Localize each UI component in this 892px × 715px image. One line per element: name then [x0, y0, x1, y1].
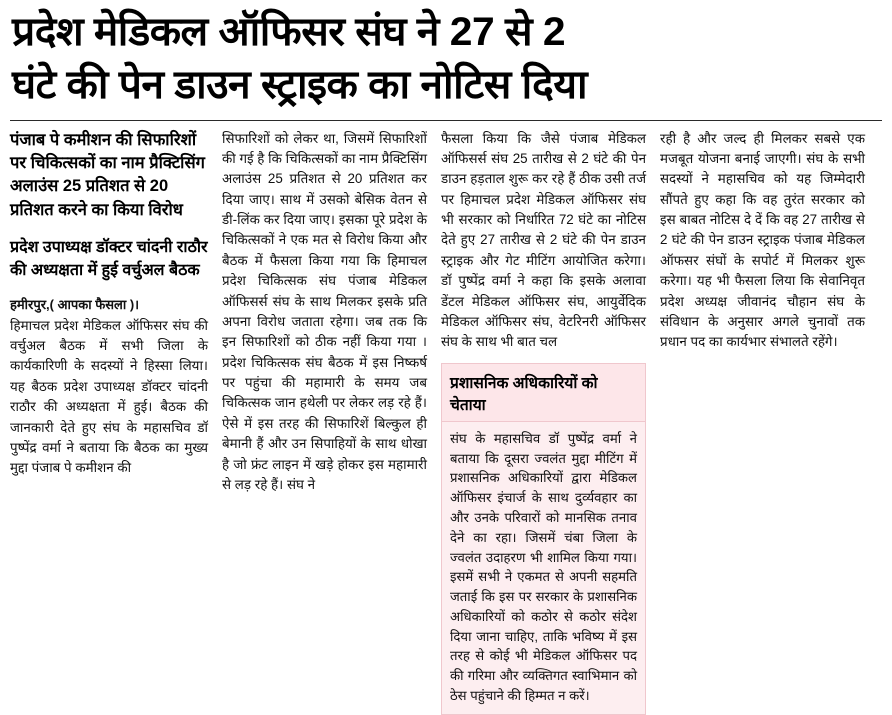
paragraph: रही है और जल्द ही मिलकर सबसे एक मजबूत योजना बनाई जाएगी। संघ के सभी सदस्यों ने महासचिव को यह जिम्मेदारी सौंपते हुए कहा कि वह तुरंत सरकार को इस बाबत नोटिस दे दें कि वह 27 तारीख से 2 घंटे की पेन डाउन स्ट्राइक पंजाब मेडिकल ऑफसर संघों के सपोर्ट में मिलकर शुरू करेगा। यह भी फैसला लिया कि सेवानिवृत प्रदेश अध्यक्ष जीवानंद चौहान संघ के संविधान के अनुसार अगले चुनावों तक प्रधान पद का कार्यभार संभालते रहेंगे।	[660, 130, 865, 350]
headline-line-1: प्रदेश मेडिकल ऑफिसर संघ ने 27 से 2	[12, 10, 566, 54]
column-3	[441, 129, 646, 715]
column-1	[10, 129, 208, 486]
column-4	[660, 129, 865, 360]
paragraph: सिफारिशों को लेकर था, जिसमें सिफारिशों की गई है कि चिकित्सकों का नाम प्रैक्टिसिंग अलाउंस 25 प्रतिशत से 20 प्रतिशत कर दिया जाए। साथ में उसको बेसिक वेतन से डी-लिंक कर दिया जाए। इसका पूरे प्रदेश के चिकित्सकों ने एक मत से विरोध किया और बैठक में फैसला किया गया कि हिमाचल प्रदेश चिकित्सक संघ पंजाब मेडिकल ऑफिसर्स संघ के साथ मिलकर इसके प्रति अपना विरोध जताता रहेगा। जब तक कि इन सिफारिशों को ठीक नहीं किया गया । प्रदेश चिकित्सक संघ बैठक में इस निष्कर्ष पर पहुंचा की महामारी के समय जब चिकित्सक जान हथेली पर लेकर लड़ रहे हैं। ऐसे में इस तरह की सिफारिशें बिल्कुल ही बेमानी हैं और उन सिपाहियों के साथ धोखा है जो फ्रंट लाइन में खड़े होकर इस महामारी से लड़ रहे हैं। संघ ने	[222, 130, 427, 492]
highlight-body: संघ के महासचिव डॉ पुष्पेंद्र वर्मा ने बताया कि दूसरा ज्वलंत मुद्दा मीटिंग में प्रशासनिक अधिकारियों द्वारा मेडिकल ऑफिसर इंचार्ज के साथ दुर्व्यवहार का और उनके परिवारों को मानसिक तनाव देने का रहा। जिसमें चंबा जिला के ज्वलंत उदाहरण भी शामिल किया गया। इसमें सभी ने एकमत से अपनी सहमति जताई कि इस पर सरकार के प्रशासनिक अधिकारियों को कठोर से कठोर संदेश दिया जाना चाहिए, ताकि भविष्य में इस तरह से कोई भी मेडिकल ऑफिसर पद की गरिमा और व्यक्तिगत स्वाभिमान को ठेस पहुंचाने की हिम्मत न करें।	[450, 430, 637, 704]
column-2	[222, 129, 427, 503]
article-dateline: हमीरपुर,( आपका फैसला )।	[10, 296, 140, 312]
highlight-box	[441, 363, 646, 715]
highlight-title: प्रशासनिक अधिकारियों को चेताया	[442, 364, 645, 422]
article-subhead: प्रदेश उपाध्यक्ष डॉक्टर चांदनी राठौर की अध्यक्षता में हुई वर्चुअल बैठक	[10, 239, 208, 280]
paragraph: फैसला किया कि जैसे पंजाब मेडिकल ऑफिसर्स संघ 25 तारीख से 2 घंटे की पेन डाउन हड़ताल शुरू कर रहे हैं ठीक उसी तर्ज पर हिमाचल प्रदेश मेडिकल ऑफिसर संघ भी सरकार को निर्धारित 72 घंटे का नोटिस देते हुए 27 तारीख से 2 घंटे की पेन डाउन स्ट्राइक और गेट मीटिंग आयोजित करेगा। डॉ पुष्पेंद्र वर्मा ने कहा कि इसके अलावा डेंटल मेडिकल ऑफिसर संघ, आयुर्वेदिक मेडिकल ऑफिसर संघ, वेटरिनरी ऑफिसर संघ के साथ भी बात चल	[441, 130, 646, 350]
article-kicker: पंजाब पे कमीशन की सिफारिशों पर चिकित्सकों का नाम प्रैक्टिसिंग अलाउंस 25 प्रतिशत से 20 प्रतिशत करने का किया विरोध	[10, 130, 205, 219]
headline	[10, 8, 882, 108]
headline-line-2: घंटे की पेन डाउन स्ट्राइक का नोटिस दिया	[12, 62, 588, 107]
paragraph: हिमाचल प्रदेश मेडिकल ऑफिसर संघ की वर्चुअल बैठक में सभी जिला के कार्यकारिणी के सदस्यों ने हिस्सा लिया। यह बैठक प्रदेश उपाध्यक्ष डॉक्टर चांदनी राठौर की अध्यक्षता में हुई। बैठक की जानकारी देते हुए संघ के महासचिव डॉ पुष्पेंद्र वर्मा ने बताया कि बैठक का मुख्य मुद्दा पंजाब पे कमीशन की	[10, 317, 208, 476]
article-columns	[10, 129, 882, 715]
headline-divider	[10, 120, 882, 121]
